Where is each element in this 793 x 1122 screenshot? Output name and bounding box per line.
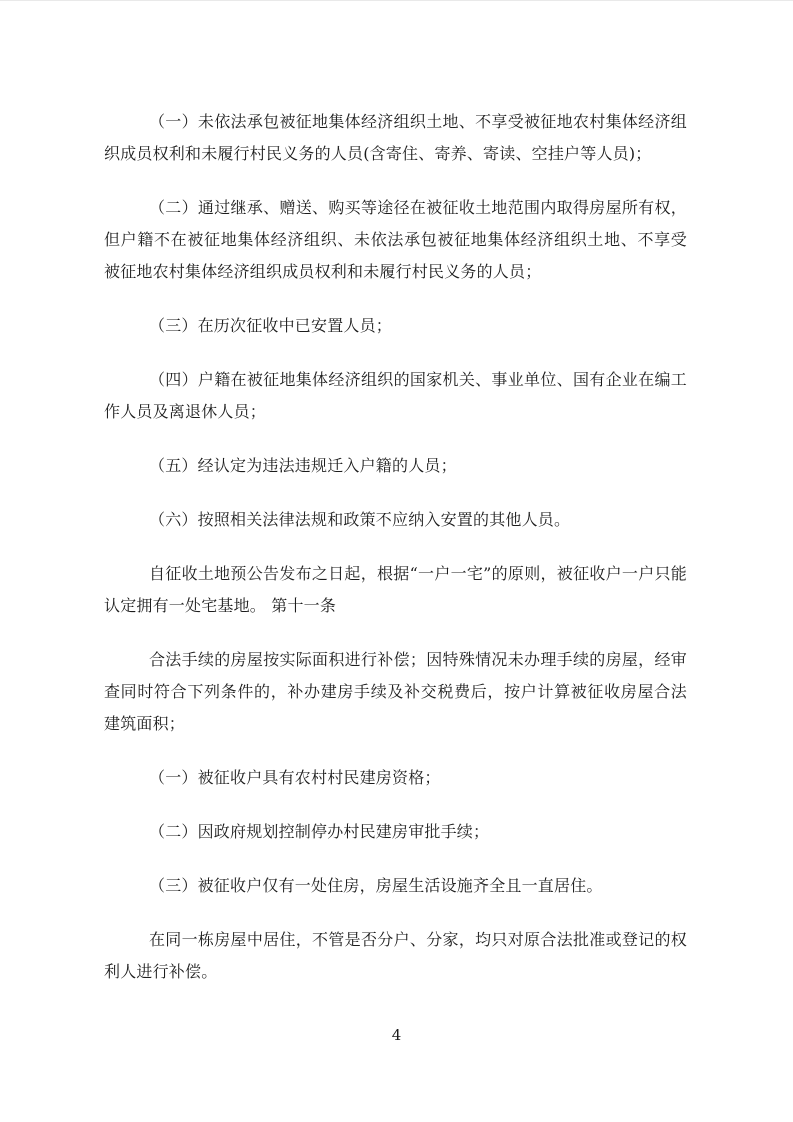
document-body bbox=[104, 106, 687, 1010]
paragraph: （三）在历次征收中已安置人员； bbox=[149, 316, 393, 335]
paragraph: （五）经认定为违法违规迁入户籍的人员； bbox=[149, 456, 457, 475]
paragraph: 在同一栋房屋中居住，不管是否分户、分家，均只对原合法批准或登记的权利人进行补偿。 bbox=[104, 930, 687, 981]
paragraph: 合法手续的房屋按实际面积进行补偿；因特殊情况未办理手续的房屋，经审查同时符合下列条件的，补办建房手续及补交税费后，按户计算被征收房屋合法建筑面积； bbox=[104, 650, 687, 733]
paragraph: （一）未依法承包被征地集体经济组织土地、不享受被征地农村集体经济组织成员权利和未履行村民义务的人员(含寄住、寄养、寄读、空挂户等人员)； bbox=[104, 112, 687, 163]
page-footer bbox=[0, 1025, 793, 1045]
paragraph: （三）被征收户仅有一处住房，房屋生活设施齐全且一直居住。 bbox=[149, 876, 603, 895]
paragraph: 自征收土地预公告发布之日起，根据“一户一宅”的原则，被征收户一户只能认定拥有一处宅基地。 第十一条 bbox=[104, 564, 687, 615]
paragraph: （二）因政府规划控制停办村民建房审批手续； bbox=[149, 822, 490, 841]
paragraph: （六）按照相关法律法规和政策不应纳入安置的其他人员。 bbox=[149, 510, 571, 529]
paragraph: （一）被征收户具有农村村民建房资格； bbox=[149, 768, 441, 787]
paragraph: （四）户籍在被征地集体经济组织的国家机关、事业单位、国有企业在编工作人员及离退休人员； bbox=[104, 370, 687, 421]
page-number: 4 bbox=[391, 1026, 402, 1044]
paragraph: （二）通过继承、赠送、购买等途径在被征收土地范围内取得房屋所有权，但户籍不在被征地集体经济组织、未依法承包被征地集体经济组织土地、不享受被征地农村集体经济组织成员权利和未履行村民义务的人员； bbox=[104, 198, 687, 281]
